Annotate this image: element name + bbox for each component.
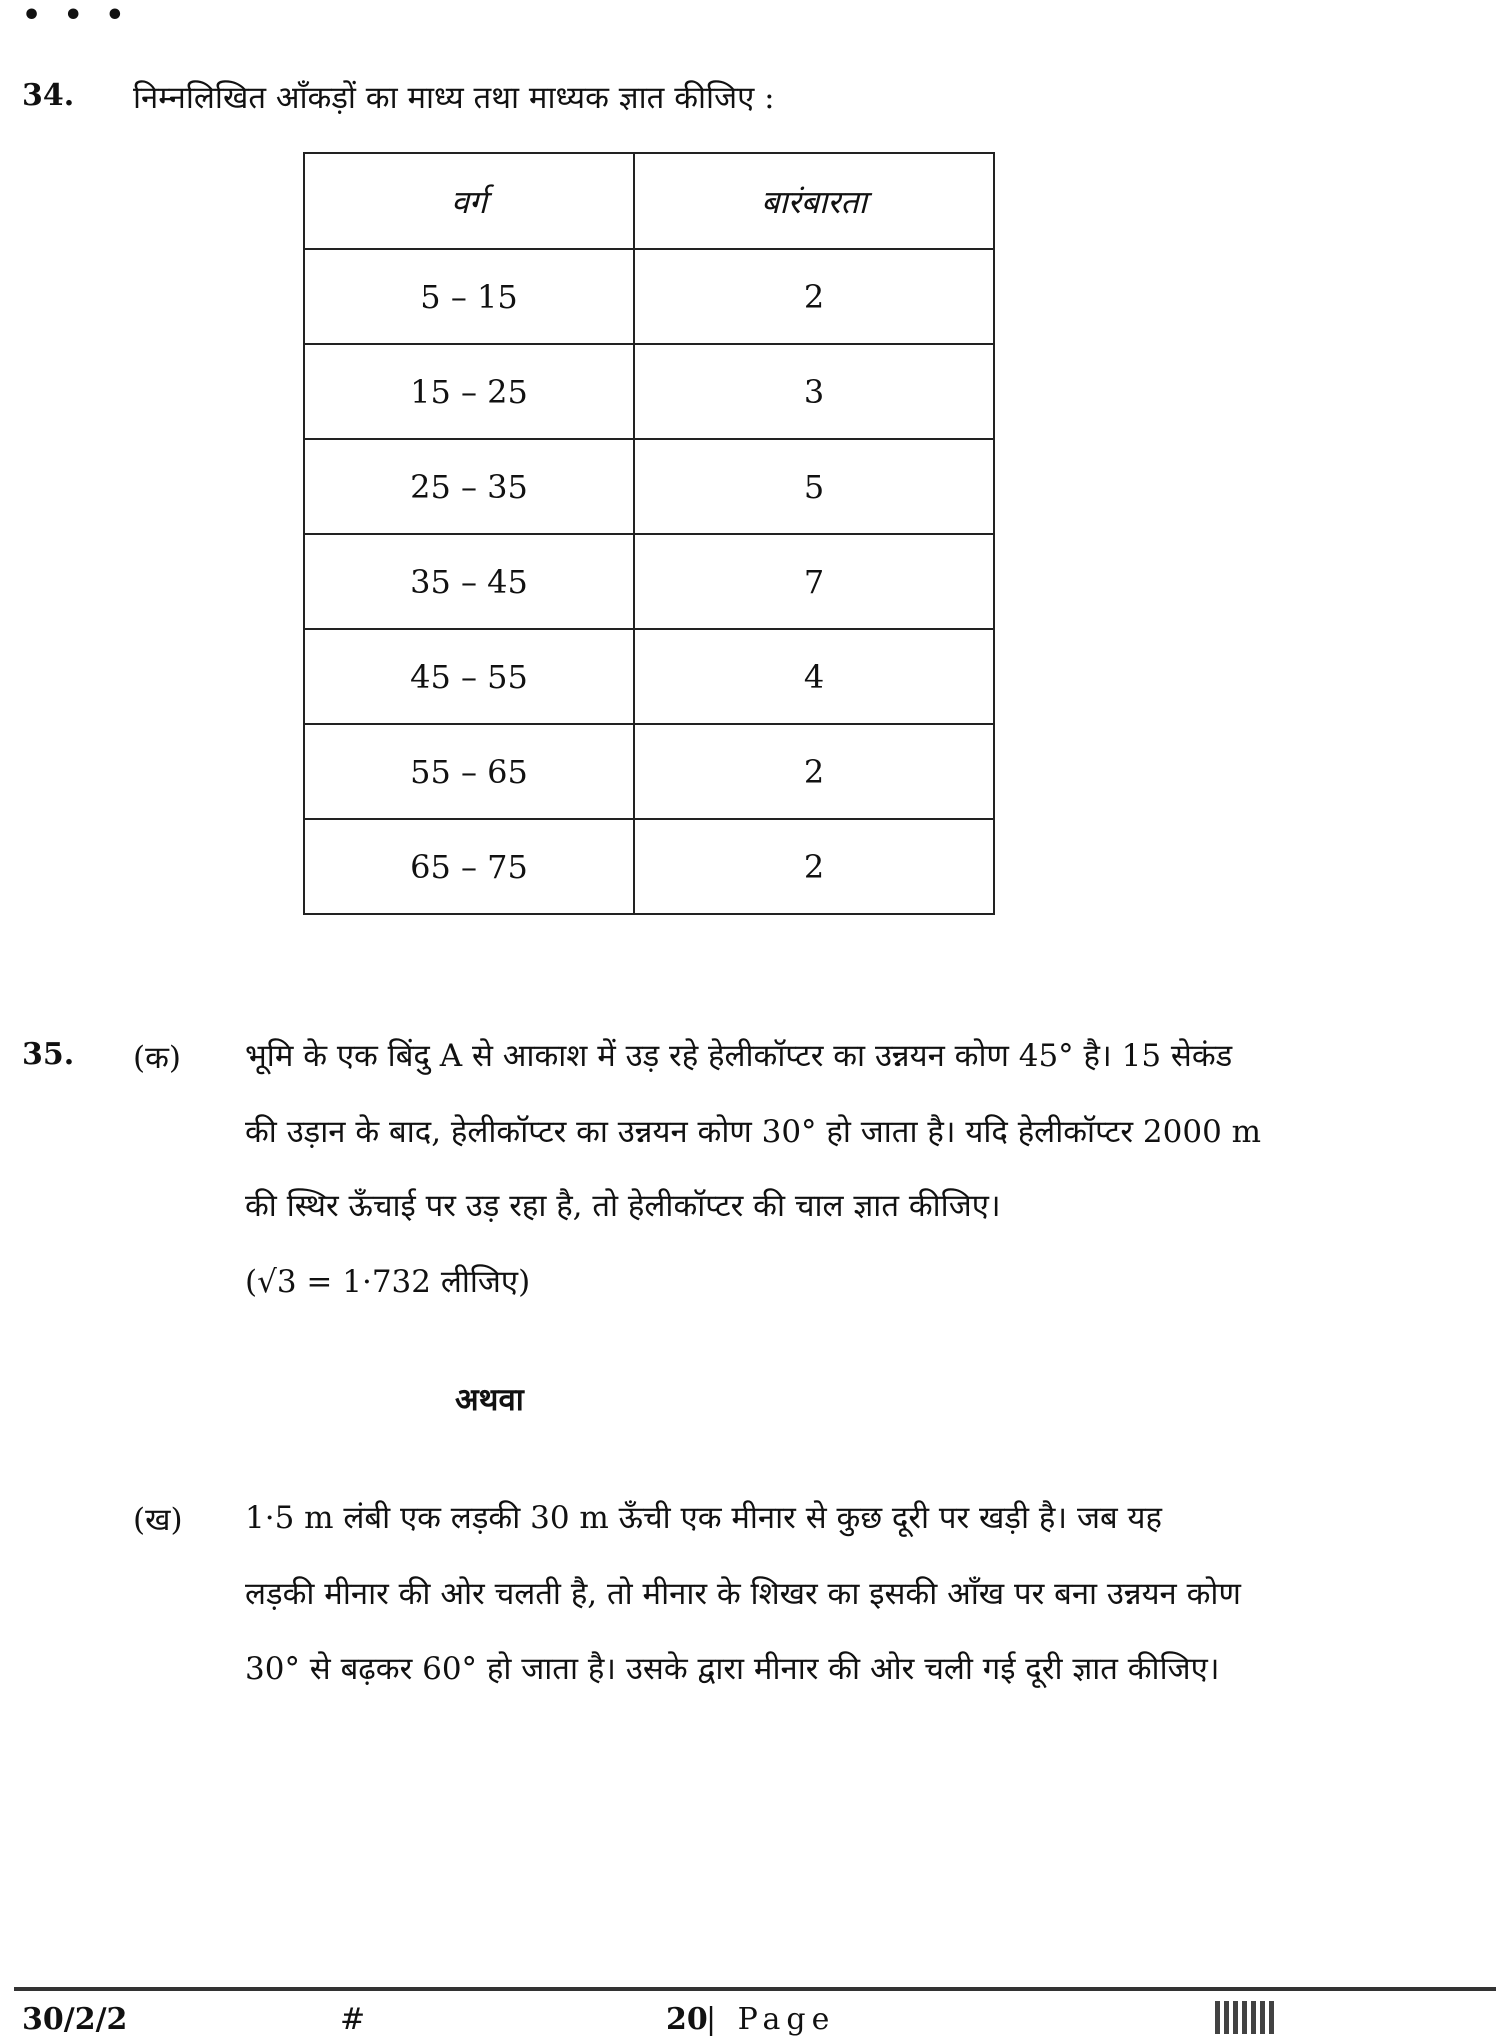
header-frequency: बारंबारता [634,153,994,249]
cell-frequency: 2 [634,724,994,819]
frequency-table [303,152,995,915]
part-a-line: (√3 = 1·732 लीजिए) [245,1264,531,1300]
cell-class: 45 – 55 [304,629,634,724]
question-35-number: 35. [22,1037,75,1072]
hash-mark: # [340,2002,366,2037]
paper-code: 30/2/2 [22,2002,128,2037]
part-b-line: लड़की मीनार की ओर चलती है, तो मीनार के शिखर का इसकी आँख पर बना उन्नयन कोण [245,1576,1241,1612]
footer-divider [14,1987,1496,1991]
cell-class: 15 – 25 [304,344,634,439]
header-class: वर्ग [304,153,634,249]
table-row [304,629,994,724]
cell-class: 35 – 45 [304,534,634,629]
page-number: 20 [666,2002,708,2037]
table-row [304,249,994,344]
table-row [304,724,994,819]
or-label: अथवा [455,1382,524,1418]
cell-class: 55 – 65 [304,724,634,819]
qr-code-icon [1215,2001,1275,2034]
part-b-label: (ख) [133,1502,183,1538]
table-row [304,344,994,439]
cell-frequency: 4 [634,629,994,724]
part-a-line: की स्थिर ऊँचाई पर उड़ रहा है, तो हेलीकॉप्टर की चाल ज्ञात कीजिए। [245,1188,1001,1224]
cell-frequency: 5 [634,439,994,534]
part-a-line: भूमि के एक बिंदु A से आकाश में उड़ रहे हेलीकॉप्टर का उन्नयन कोण 45° है। 15 सेकंड [245,1038,1233,1074]
cell-frequency: 2 [634,819,994,914]
menu-dots[interactable]: • • • [22,0,131,33]
table-row [304,819,994,914]
part-a-label: (क) [133,1040,181,1076]
part-b-line: 1·5 m लंबी एक लड़की 30 m ऊँची एक मीनार से कुछ दूरी पर खड़ी है। जब यह [245,1500,1162,1536]
question-34-number: 34. [22,78,75,113]
cell-class: 25 – 35 [304,439,634,534]
cell-class: 5 – 15 [304,249,634,344]
cell-class: 65 – 75 [304,819,634,914]
cell-frequency: 2 [634,249,994,344]
table-row [304,439,994,534]
table-row [304,534,994,629]
part-b-line: 30° से बढ़कर 60° हो जाता है। उसके द्वारा मीनार की ओर चली गई दूरी ज्ञात कीजिए। [245,1651,1220,1687]
cell-frequency: 7 [634,534,994,629]
cell-frequency: 3 [634,344,994,439]
page-label: | Page [706,2002,836,2037]
question-34-text: निम्नलिखित आँकड़ों का माध्य तथा माध्यक ज्ञात कीजिए : [133,80,775,116]
part-a-line: की उड़ान के बाद, हेलीकॉप्टर का उन्नयन कोण 30° हो जाता है। यदि हेलीकॉप्टर 2000 m [245,1114,1262,1150]
